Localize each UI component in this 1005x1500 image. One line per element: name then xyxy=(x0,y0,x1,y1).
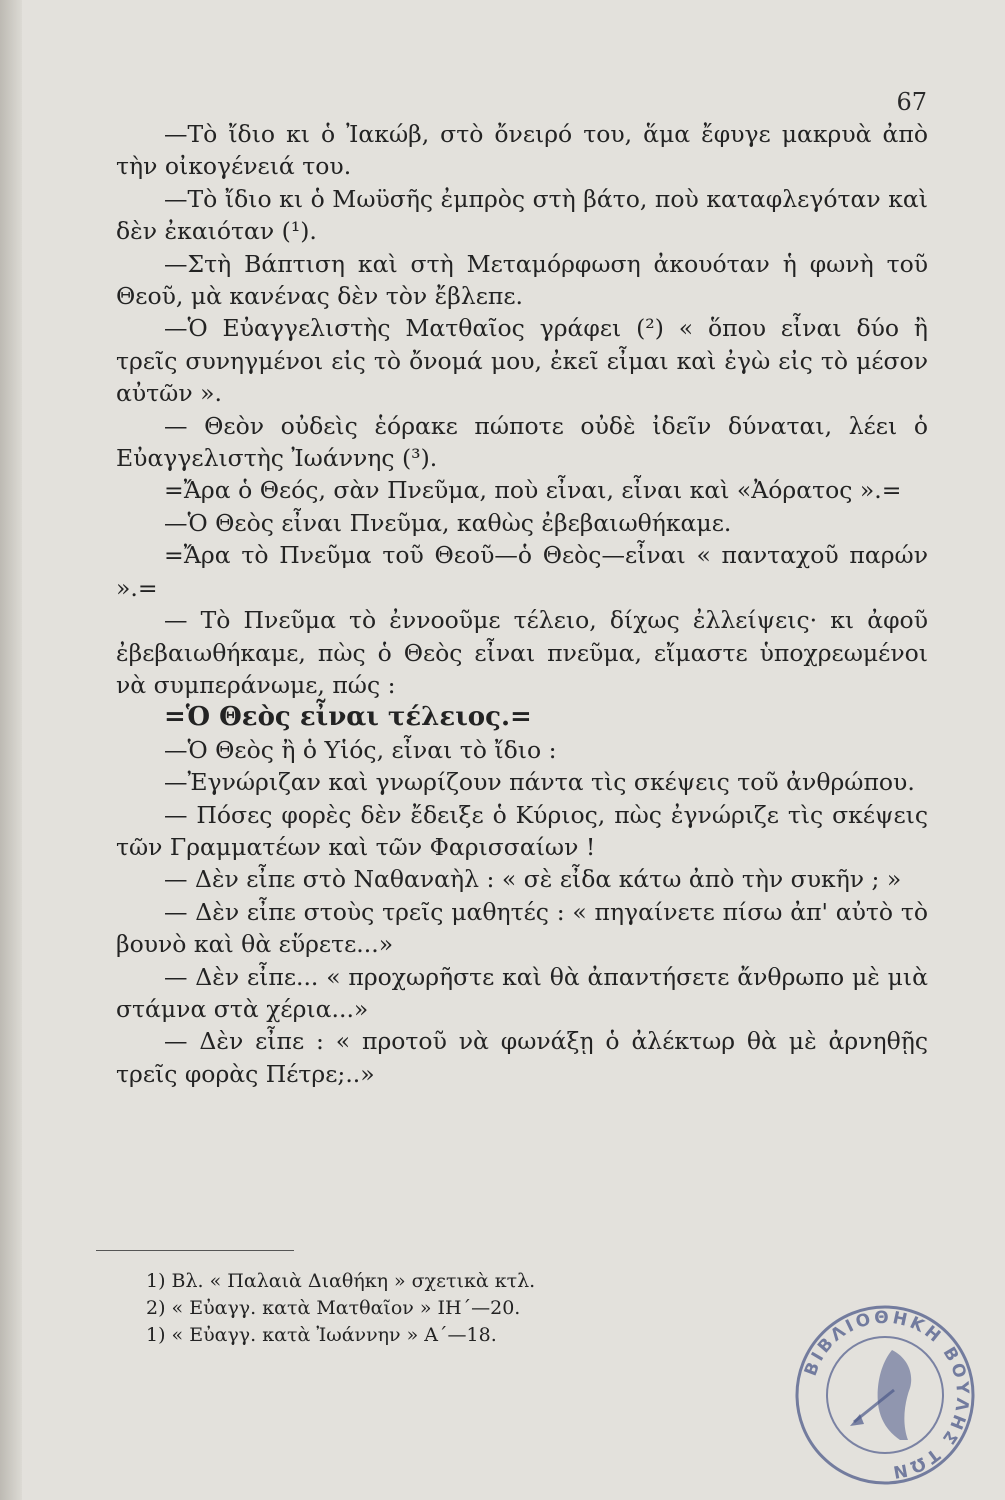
footnote: 1) Βλ. « Παλαιὰ Διαθήκη » σχετικὰ κτλ. xyxy=(146,1270,536,1292)
paragraph: —Τὸ ἴδιο κι ὁ Μωϋσῆς ἐμπρὸς στὴ βάτο, ποὺ καταφλεγόταν καὶ δὲν ἐκαιόταν (¹). xyxy=(116,184,928,246)
stamp-text: ΒΙΒΛΙΟΘΗΚΗ ΒΟΥΛΗΣ ΤΩΝ xyxy=(800,1307,973,1483)
paragraph: —Ἐγνώριζαν καὶ γνωρίζουν πάντα τὶς σκέψεις τοῦ ἀνθρώπου. xyxy=(164,768,915,797)
paragraph: — Τὸ Πνεῦμα τὸ ἐννοοῦμε τέλειο, δίχως ἐλλείψεις· κι ἀφοῦ ἐβεβαιωθήκαμε, πὼς ὁ Θεὸς εἶναι πνεῦμα, εἴμαστε ὑποχρεωμένοι νὰ συμπεράνωμε, πώς : xyxy=(116,606,928,699)
paragraph: — Πόσες φορὲς δὲν ἔδειξε ὁ Κύριος, πὼς ἐγνώριζε τὶς σκέψεις τῶν Γραμματέων καὶ τῶν Φαρισσαίων ! xyxy=(116,800,928,861)
paragraph: —Τὸ ἴδιο κι ὁ Ἰακώβ, στὸ ὄνειρό του, ἅμα ἔφυγε μακρυὰ ἀπὸ τὴν οἰκογένειά του. xyxy=(116,120,928,181)
paragraph: — Δὲν εἶπε στὸ Ναθαναὴλ : « σὲ εἶδα κάτω ἀπὸ τὴν συκῆν ; » xyxy=(164,865,902,894)
page-number: 67 xyxy=(896,88,927,116)
paragraph: — Θεὸν οὐδεὶς ἑόρακε πώποτε οὐδὲ ἰδεῖν δύναται, λέει ὁ Εὐαγγελιστὴς Ἰωάννης (³). xyxy=(116,411,928,473)
paragraph: —Ὁ Θεὸς εἶναι Πνεῦμα, καθὼς ἐβεβαιωθήκαμε. xyxy=(164,508,732,537)
paragraph: —Ὁ Εὐαγγελιστὴς Ματθαῖος γράφει (²) « ὅπου εἶναι δύο ἢ τρεῖς συνηγμένοι εἰς τὸ ὄνομά μου, ἐκεῖ εἶμαι καὶ ἐγὼ εἰς τὸ μέσον αὐτῶν ». xyxy=(116,314,928,408)
paragraph: — Δὲν εἶπε : « προτοῦ νὰ φωνάξῃ ὁ ἀλέκτωρ θὰ μὲ ἀρνηθῇς τρεῖς φορὰς Πέτρε;..» xyxy=(116,1027,928,1088)
paragraph: — Δὲν εἶπε... « προχωρῆστε καὶ θὰ ἀπαντήσετε ἄνθρωπο μὲ μιὰ στάμνα στὰ χέρια...» xyxy=(116,962,928,1023)
conclusion-line: =Ὁ Θεὸς εἶναι τέλειος.= xyxy=(164,702,532,733)
body-text xyxy=(116,118,928,1090)
footnotes xyxy=(146,1268,766,1349)
paragraph: =Ἄρα τὸ Πνεῦμα τοῦ Θεοῦ—ὁ Θεὸς—εἶναι « πανταχοῦ παρών ».= xyxy=(116,541,928,602)
paragraph: — Δὲν εἶπε στοὺς τρεῖς μαθητές : « πηγαίνετε πίσω ἀπ' αὐτὸ τὸ βουνὸ καὶ θὰ εὕρετε...» xyxy=(116,897,928,959)
paragraph: =Ἄρα ὁ Θεός, σὰν Πνεῦμα, ποὺ εἶναι, εἶναι καὶ «Ἀόρατος ».= xyxy=(164,476,902,505)
footnote: 1) « Εὐαγγ. κατὰ Ἰωάννην » Α΄—18. xyxy=(146,1324,497,1346)
book-spine-shadow xyxy=(0,0,22,1500)
footnote-separator xyxy=(96,1250,294,1251)
paragraph: —Στὴ Βάπτιση καὶ στὴ Μεταμόρφωση ἀκουόταν ἡ φωνὴ τοῦ Θεοῦ, μὰ κανένας δὲν τὸν ἔβλεπε. xyxy=(116,249,928,311)
footnote: 2) « Εὐαγγ. κατὰ Ματθαῖον » ΙΗ΄—20. xyxy=(146,1297,521,1319)
library-stamp-icon xyxy=(790,1300,980,1490)
paragraph: —Ὁ Θεὸς ἢ ὁ Υἱός, εἶναι τὸ ἴδιο : xyxy=(164,735,557,764)
